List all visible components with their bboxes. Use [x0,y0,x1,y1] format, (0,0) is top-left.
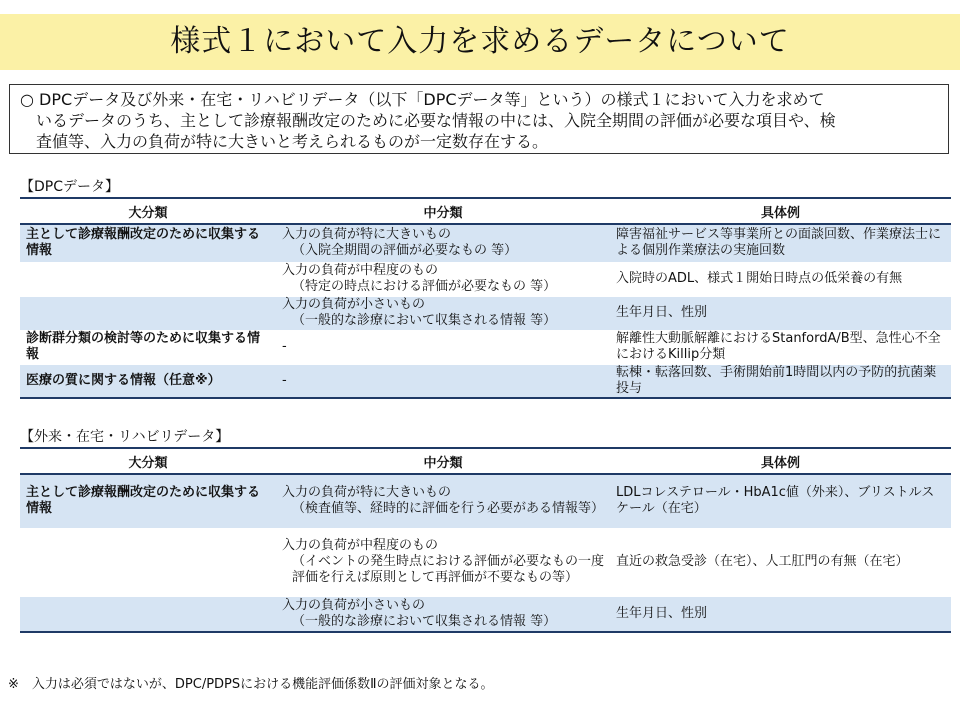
middle-main: 入力の負荷が特に大きいもの [282,227,452,243]
header-middle: 中分類 [276,448,610,474]
table-row [20,224,951,262]
major-cell [20,528,276,596]
middle-sub: （一般的な診療において収集される情報 等） [292,313,557,328]
table-row [20,262,951,296]
middle-main: 入力の負荷が小さいもの [282,597,426,613]
intro-line-3: 査値等、入力の負荷が特に大きいと考えられるものが一定数存在する。 [36,132,549,151]
middle-cell [276,296,610,330]
middle-main: - [282,372,287,388]
major-cell: 主として診療報酬改定のために収集する情報 [20,474,276,528]
intro-line-2: いるデータのうち、主として診療報酬改定のために必要な情報の中には、入院全期間の評価が必要な項目や、検 [36,111,836,130]
major-cell [20,262,276,296]
major-cell: 診断群分類の検討等のために収集する情報 [20,330,276,364]
example-cell: 入院時のADL、様式１開始日時点の低栄養の有無 [610,262,951,296]
middle-main: 入力の負荷が中程度のもの [282,538,439,553]
table-row [20,296,951,330]
major-cell [20,296,276,330]
middle-sub: （入院全期間の評価が必要なもの 等） [292,243,518,259]
table-row [20,474,951,528]
table-row [20,596,951,632]
footnote: ※ 入力は必須ではないが、DPC/PDPSにおける機能評価係数Ⅱの評価対象となる。 [8,677,494,692]
middle-cell [276,364,610,398]
middle-main: - [282,339,287,354]
example-cell: 解離性大動脈解離におけるStanfordA/B型、急性心不全におけるKillip分類 [610,330,951,364]
middle-sub: （イベントの発生時点における評価が必要なもの一度評価を行えば原則として再評価が不要なもの等） [292,554,605,585]
intro-line-1: ○ DPCデータ及び外来・在宅・リハビリデータ（以下「DPCデータ等」という）の様式１において入力を求めて [20,90,825,109]
major-cell [20,596,276,632]
example-cell: 生年月日、性別 [610,596,951,632]
header-middle: 中分類 [276,198,610,224]
outpatient-table [20,447,951,633]
table-row [20,364,951,398]
table-row [20,528,951,596]
page-title: 様式１において入力を求めるデータについて [170,24,790,59]
middle-sub: （検査値等、経時的に評価を行う必要がある情報等） [292,501,605,517]
example-cell: 障害福祉サービス等事業所との面談回数、作業療法士による個別作業療法の実施回数 [610,224,951,262]
middle-cell [276,262,610,296]
example-cell: LDLコレステロール・HbA1c値（外来）、ブリストルスケール（在宅） [610,474,951,528]
header-major: 大分類 [20,198,276,224]
middle-cell [276,596,610,632]
middle-main: 入力の負荷が小さいもの [282,297,426,312]
dpc-section-label: 【DPCデータ】 [20,179,119,195]
outpatient-section-label: 【外来・在宅・リハビリデータ】 [20,429,230,445]
major-cell: 主として診療報酬改定のために収集する情報 [20,224,276,262]
middle-main: 入力の負荷が中程度のもの [282,263,439,278]
example-cell: 転棟・転落回数、手術開始前1時間以内の予防的抗菌薬投与 [610,364,951,398]
header-example: 具体例 [610,448,951,474]
header-example: 具体例 [610,198,951,224]
middle-sub: （特定の時点における評価が必要なもの 等） [292,279,557,294]
middle-cell [276,528,610,596]
middle-cell [276,330,610,364]
example-cell: 直近の救急受診（在宅）、人工肛門の有無（在宅） [610,528,951,596]
middle-main: 入力の負荷が特に大きいもの [282,485,452,501]
example-cell: 生年月日、性別 [610,296,951,330]
intro-box [9,84,949,154]
middle-cell [276,474,610,528]
dpc-table [20,197,951,399]
middle-cell [276,224,610,262]
header-major: 大分類 [20,448,276,474]
major-cell: 医療の質に関する情報（任意※） [20,364,276,398]
middle-sub: （一般的な診療において収集される情報 等） [292,613,557,629]
table-row [20,330,951,364]
